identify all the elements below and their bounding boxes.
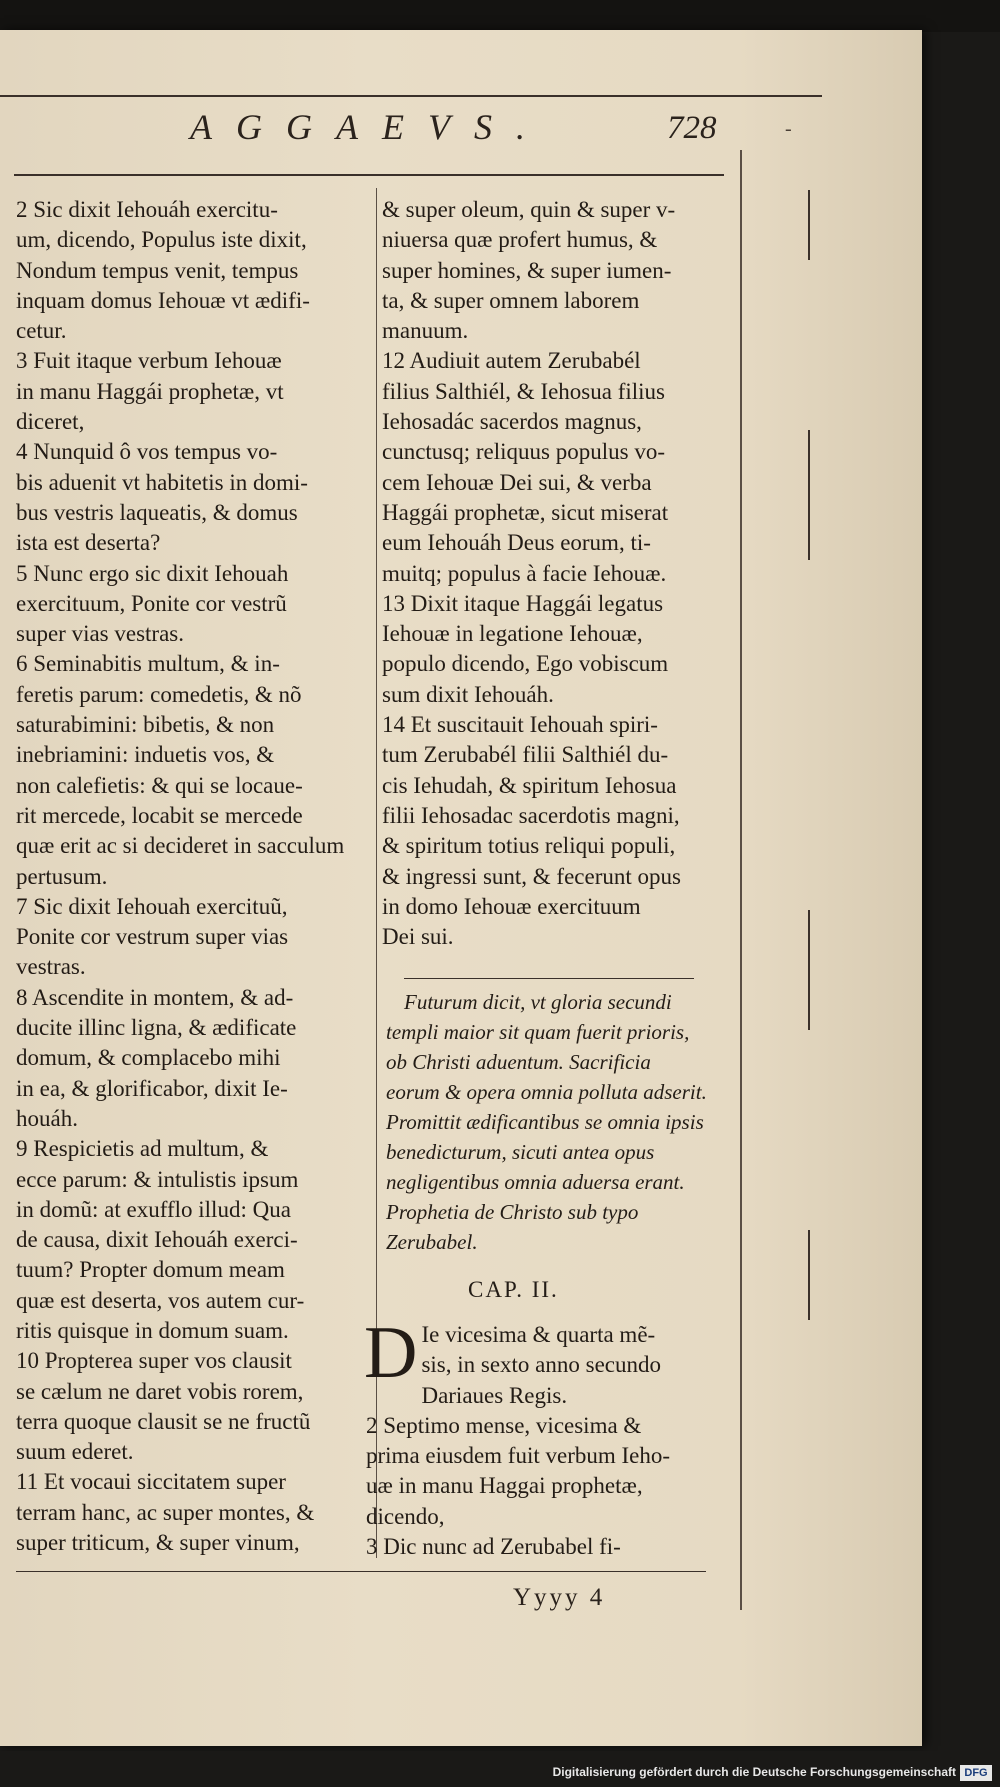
verse-line: 11 Et vocaui siccitatem super <box>16 1469 286 1495</box>
verse-line: 2 Septimo mense, vicesima & <box>366 1412 642 1438</box>
verse-line: cetur. <box>16 318 67 344</box>
running-head-title: AGGAEVS. <box>190 107 549 147</box>
verse-line: 14 Et suscitauit Iehouah spiri- <box>382 712 658 738</box>
verse-line: Haggái prophetæ, sicut miserat <box>382 499 669 525</box>
verse-line: eum Iehouáh Deus eorum, ti- <box>382 530 651 556</box>
verse-line: Iehouæ in legatione Iehouæ, <box>382 621 643 647</box>
verse-line: rit mercede, locabit se mercede <box>16 802 303 828</box>
verse-line: 8 Ascendite in montem, & ad- <box>16 984 294 1010</box>
funding-note: Digitalisierung gefördert durch die Deutsche Forschungsgemeinschaft <box>552 1765 956 1779</box>
book-page <box>0 30 922 1746</box>
signature-mark: Yyyy 4 <box>513 1584 606 1611</box>
verse-line: um, dicendo, Populus iste dixit, <box>16 227 307 253</box>
verse-line: Nondum tempus venit, tempus <box>16 257 299 283</box>
verse-line: sis, in sexto anno secundo <box>421 1352 662 1378</box>
verse-line: 12 Audiuit autem Zerubabél <box>382 348 641 374</box>
verse-line: suum ederet. <box>16 1439 134 1465</box>
verse-line: prima eiusdem fuit verbum Ieho- <box>366 1443 671 1469</box>
verse-line: Iehosadác sacerdos magnus, <box>382 409 642 435</box>
scan-background <box>0 0 1000 32</box>
verse-line: inquam domus Iehouæ vt ædifi- <box>16 287 310 313</box>
verse-line: ducite illinc ligna, & ædificate <box>16 1015 297 1041</box>
verse-line: vestras. <box>16 954 86 980</box>
verse-line: Ponite cor vestrum super vias <box>16 924 289 950</box>
verse-line: in manu Haggái prophetæ, vt <box>16 378 284 404</box>
verse-line: pertusum. <box>16 863 108 889</box>
verse-line: dicendo, <box>366 1503 445 1529</box>
verse-line: de causa, dixit Iehouáh exerci- <box>16 1227 298 1253</box>
verse-line: & ingressi sunt, & fecerunt opus <box>382 863 681 889</box>
verse-line: & super oleum, quin & super v- <box>382 197 676 222</box>
margin-mark <box>808 910 810 1030</box>
verse-line: se cælum ne daret vobis rorem, <box>16 1378 304 1404</box>
margin-mark <box>808 1230 810 1320</box>
verse-line: 9 Respicietis ad multum, & <box>16 1136 269 1162</box>
verse-line: tum Zerubabél filii Salthiél du- <box>382 742 669 768</box>
verse-line: 3 Dic nunc ad Zerubabel fi- <box>366 1534 621 1560</box>
verse-line: populo dicendo, Ego vobiscum <box>382 651 669 677</box>
verse-line: inebriamini: induetis vos, & <box>16 742 275 768</box>
drop-cap: D <box>364 1312 418 1394</box>
verse-line: 4 Nunquid ô vos tempus vo- <box>16 439 278 465</box>
verse-line: houáh. <box>16 1105 78 1131</box>
verse-line: & spiritum totius reliqui populi, <box>382 833 676 859</box>
verse-line: bus vestris laqueatis, & domus <box>16 499 298 525</box>
summary-rule <box>404 978 694 979</box>
margin-mark <box>808 190 810 260</box>
verse-line: exercituum, Ponite cor vestrũ <box>16 590 287 616</box>
verse-line: 10 Propterea super vos clausit <box>16 1348 292 1374</box>
verse-line: muitq; populus à facie Iehouæ. <box>382 560 667 586</box>
verse-line: quæ erit ac si decideret in sacculum <box>16 833 345 859</box>
verse-line: filius Salthiél, & Iehosua filius <box>382 378 665 404</box>
verse-line: 3 Fuit itaque verbum Iehouæ <box>16 348 282 374</box>
verse-line: diceret, <box>16 409 85 435</box>
verse-line: super homines, & super iumen- <box>382 257 672 283</box>
verse-line: cunctusq; reliquus populus vo- <box>382 439 665 465</box>
verse-line: niuersa quæ profert humus, & <box>382 227 658 253</box>
left-column <box>16 195 368 1558</box>
top-rule <box>0 95 822 97</box>
verse-line: filii Iehosadac sacerdotis magni, <box>382 802 680 828</box>
verse-line: feretis parum: comedetis, & nõ <box>16 681 302 707</box>
verse-line: in ea, & glorificabor, dixit Ie- <box>16 1075 288 1101</box>
footer-bar <box>0 1751 1000 1787</box>
verse-line: 7 Sic dixit Iehouah exercituũ, <box>16 893 288 919</box>
verse-line: ritis quisque in domum suam. <box>16 1317 289 1343</box>
verse-line: 6 Seminabitis multum, & in- <box>16 651 280 677</box>
verse-line: 13 Dixit itaque Haggái legatus <box>382 590 664 616</box>
footer-rule <box>16 1571 706 1572</box>
margin-line <box>740 150 742 1610</box>
verse-line: Dei sui. <box>382 924 454 950</box>
verse-line: super vias vestras. <box>16 621 184 647</box>
verse-line: ecce parum: & intulistis ipsum <box>16 1166 299 1192</box>
verse-line: terram hanc, ac super montes, & <box>16 1499 315 1525</box>
verse-line: ista est deserta? <box>16 530 161 556</box>
verse-line: in domũ: at exufflo illud: Qua <box>16 1196 291 1222</box>
verse-line: sum dixit Iehouáh. <box>382 681 554 707</box>
verse-line: ta, & super omnem laborem <box>382 287 640 313</box>
verse-line: terra quoque clausit se ne fructũ <box>16 1408 311 1434</box>
verse-line: saturabimini: bibetis, & non <box>16 712 275 738</box>
verse-line: super triticum, & super vinum, <box>16 1530 300 1556</box>
right-column <box>382 195 717 952</box>
verse-line: 5 Nunc ergo sic dixit Iehouah <box>16 560 289 586</box>
chapter-summary: Futurum dicit, vt gloria secundi templi maior sit quam fuerit prioris, ob Christi aduentum. Sacrificia eorum & opera omnia polluta adserit. Promittit ædificantibus se omnia ipsis benedicturum, sicuti antea opus negligentibus omnia aduersa erant. Prophetia de Christo sub typo Zerubabel. <box>386 990 707 1254</box>
verse-line: Ie vicesima & quarta mẽ- <box>421 1322 656 1347</box>
page-number: 728 <box>667 110 717 146</box>
verse-line: domum, & complacebo mihi <box>16 1045 281 1071</box>
verse-line: Dariaues Regis. <box>421 1382 568 1408</box>
verse-line: quæ est deserta, vos autem cur- <box>16 1287 305 1313</box>
margin-dash: - <box>785 118 792 140</box>
margin-mark <box>808 430 810 560</box>
header-rule <box>14 174 724 176</box>
verse-line: non calefietis: & qui se locaue- <box>16 772 303 798</box>
verse-line: tuum? Propter domum meam <box>16 1257 285 1283</box>
chapter-heading: CAP. II. <box>468 1277 559 1302</box>
verse-line: cem Iehouæ Dei sui, & verba <box>382 469 652 495</box>
verse-line: bis aduenit vt habitetis in domi- <box>16 469 308 495</box>
verse-line: manuum. <box>382 318 469 344</box>
verse-line: uæ in manu Haggai prophetæ, <box>366 1473 643 1499</box>
verse-line: cis Iehudah, & spiritum Iehosua <box>382 772 677 798</box>
dfg-logo: DFG <box>960 1765 992 1781</box>
chapter-text <box>364 1312 706 1562</box>
verse-line: in domo Iehouæ exercituum <box>382 893 641 919</box>
verse-line: 2 Sic dixit Iehouáh exercitu- <box>16 197 278 222</box>
